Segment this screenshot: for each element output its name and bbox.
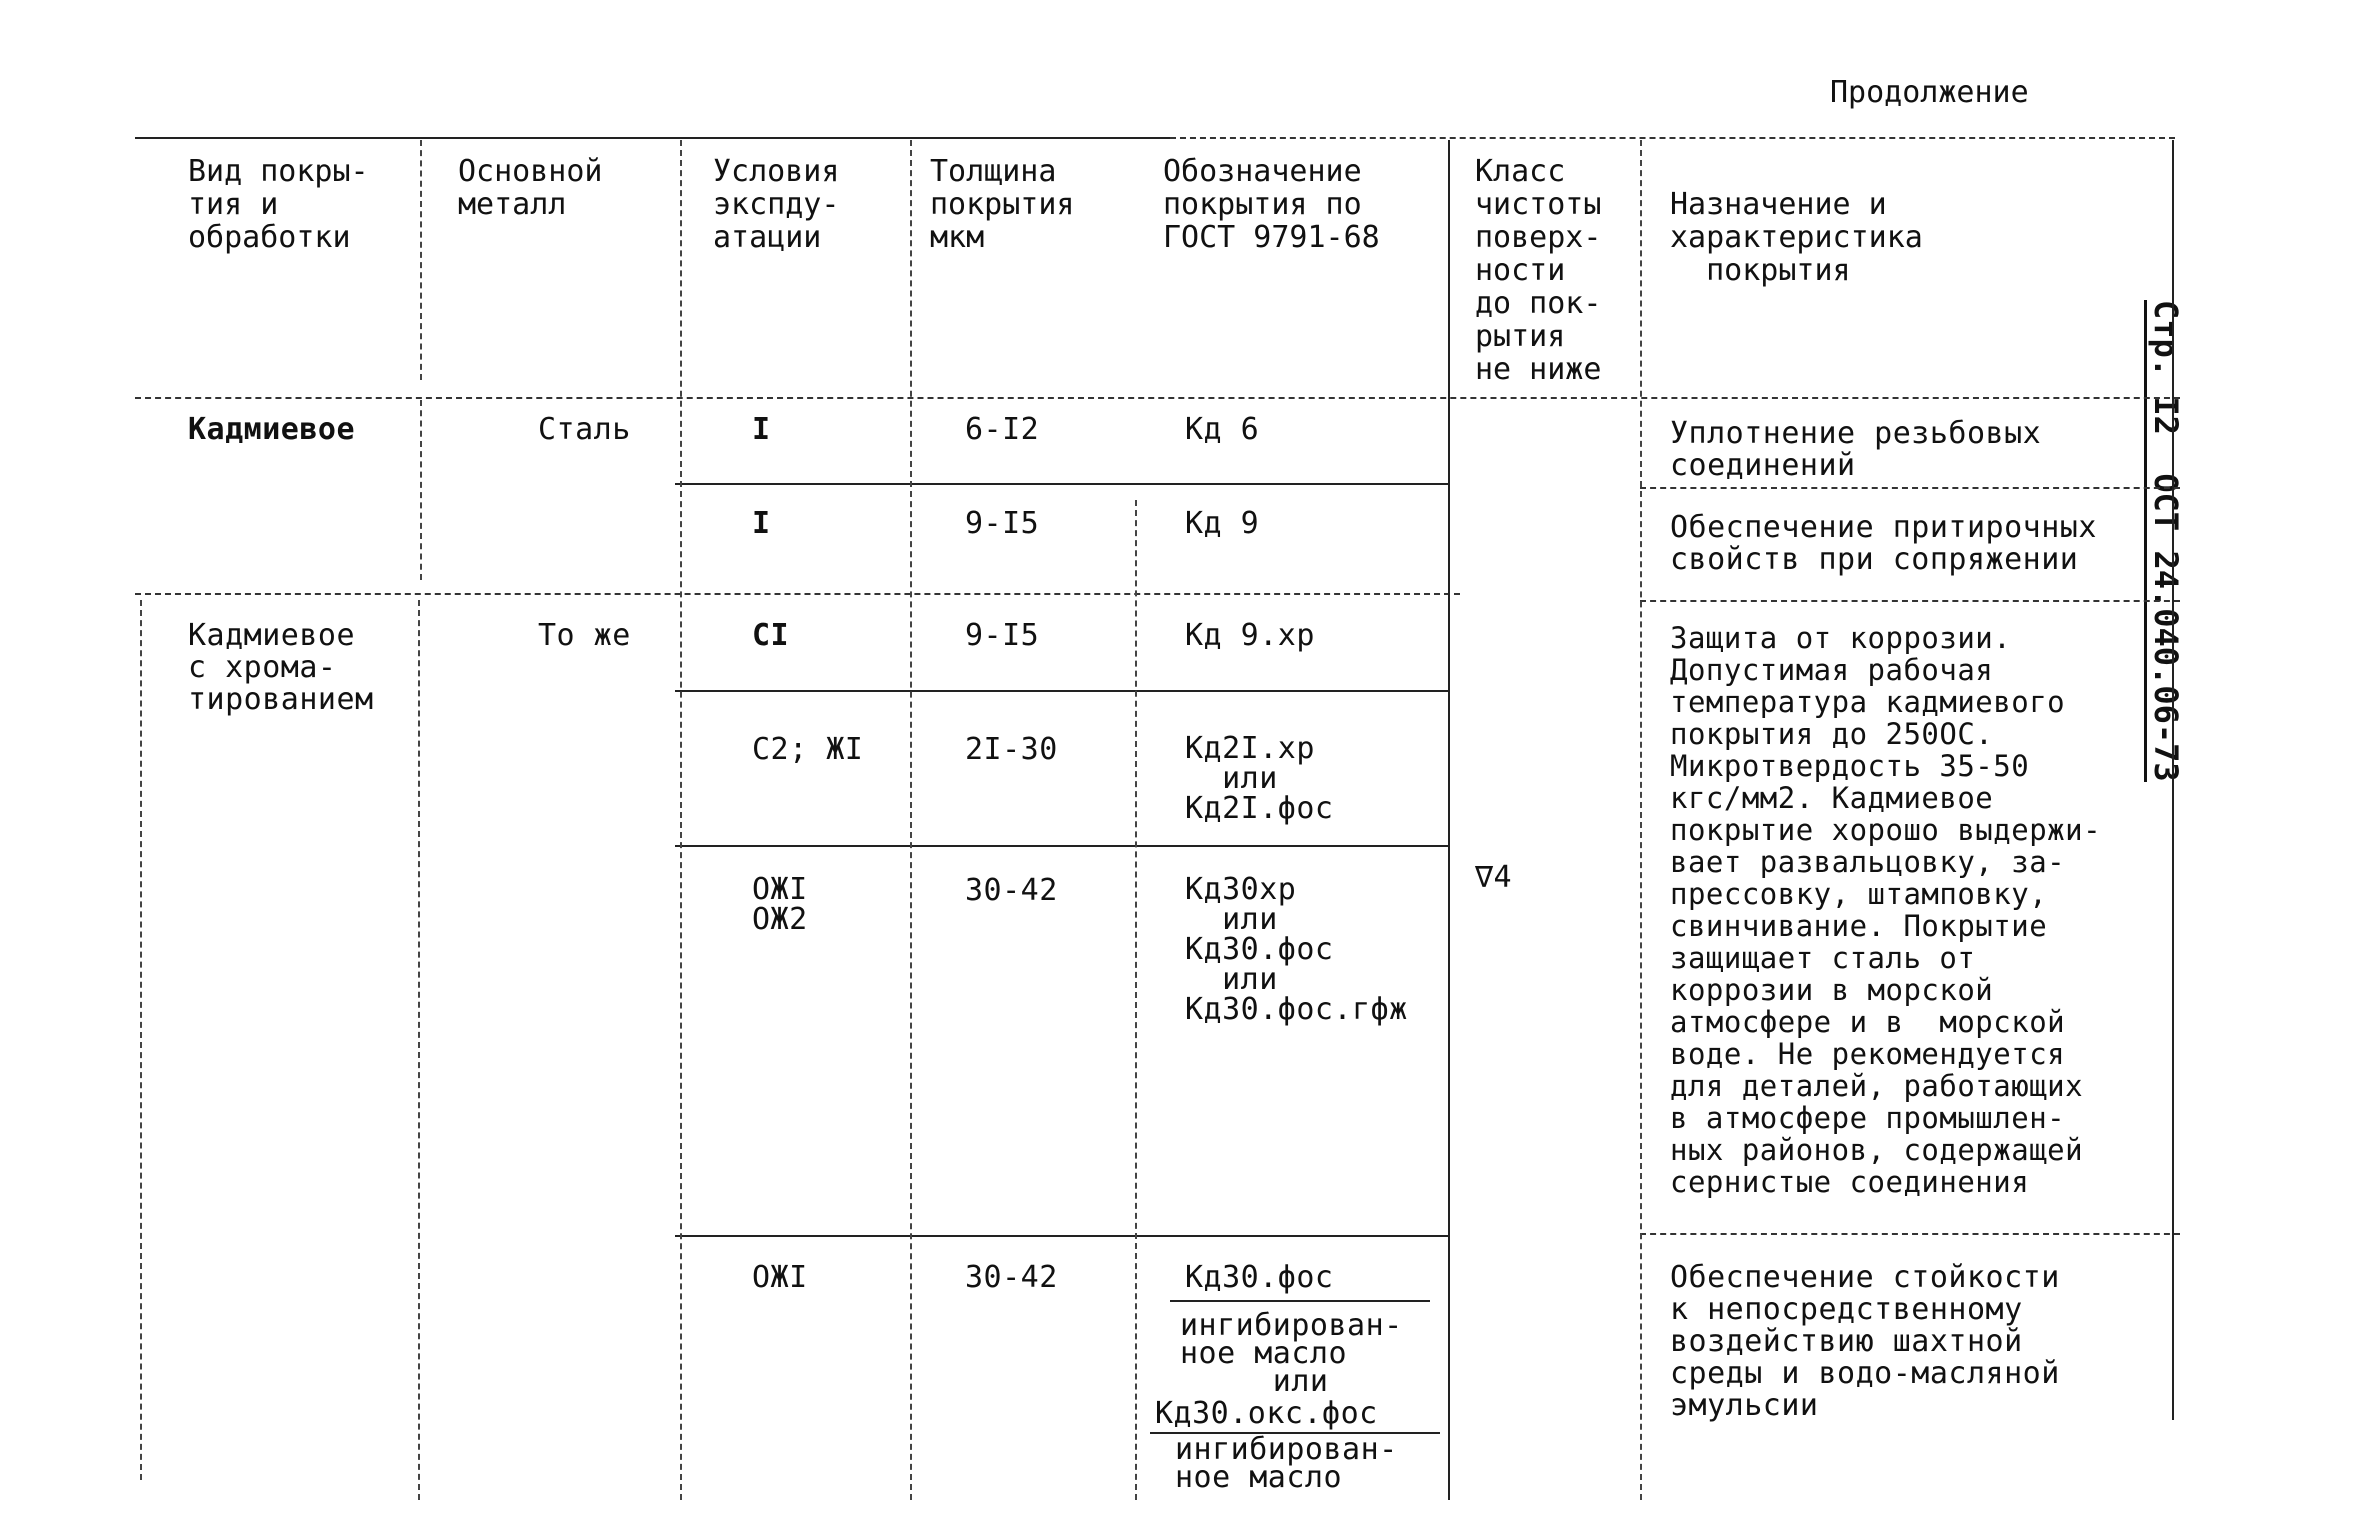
row1-coating-type: Кадмиевое <box>188 412 356 447</box>
header-coating-thickness: Толщина покрытия мкм <box>930 154 1075 255</box>
row6-conditions: ОЖI <box>752 1260 808 1295</box>
header-coating-designation: Обозначение покрытия по ГОСТ 9791-68 <box>1163 154 1380 255</box>
row5-surface-class: ∇4 <box>1475 860 1513 895</box>
row6-designation-d: ингибирован- ное масло <box>1175 1432 1398 1495</box>
row1-conditions: I <box>752 412 771 447</box>
row1-base-metal: Сталь <box>538 412 631 447</box>
row2-thickness: 9-I5 <box>965 506 1040 541</box>
page-side-label: Стр. I2 ОСТ 24.040.06-73 <box>2144 300 2185 782</box>
row3-purpose: Защита от коррозии. Допустимая рабочая температура кадмиевого покрытия до 250ОС. Микротвердость 35-50 кгс/мм2. Кадмиевое покрытие хорошо выдержи- вает развальцовку, за- прессовку, штамповку, свинчивание. Покрытие защищает сталь от коррозии в морской атмосфере и в морской воде. Не рекомендуется для деталей, работающих в атмосфере промышлен- ных районов, содержащей сернистые соединения <box>1670 621 2102 1199</box>
row1-thickness: 6-I2 <box>965 412 1040 447</box>
row6-designation-c: Кд30.окс.фос <box>1155 1396 1378 1431</box>
row6-designation-b: ингибирован- ное масло или <box>1180 1308 1403 1399</box>
row3-thickness: 9-I5 <box>965 618 1040 653</box>
row2-designation: Кд 9 <box>1185 506 1260 541</box>
continuation-label: Продолжение <box>1830 75 2029 110</box>
header-operating-conditions: Условия экспду- атации <box>713 154 840 255</box>
row4-thickness: 2I-30 <box>965 732 1058 767</box>
row6-thickness: 30-42 <box>965 1260 1058 1295</box>
row2-conditions: I <box>752 506 771 541</box>
row5-thickness: 30-42 <box>965 873 1058 908</box>
row4-conditions: C2; ЖI <box>752 732 864 767</box>
row1-designation: Кд 6 <box>1185 412 1260 447</box>
row6-designation-a: Кд30.фос <box>1185 1260 1334 1295</box>
row5-conditions: ОЖI ОЖ2 <box>752 872 808 937</box>
header-coating-type: Вид покры- тия и обработки <box>188 154 369 255</box>
row3-base-metal: То же <box>538 618 631 653</box>
row3-conditions: CI <box>752 618 790 653</box>
row6-purpose: Обеспечение стойкости к непосредственному воздействию шахтной среды и водо-масляной эмульсии <box>1670 1260 2060 1423</box>
row1-purpose: Уплотнение резьбовых соединений <box>1670 416 2042 483</box>
row5-designation: Кд30хр или Кд30.фос или Кд30.фос.гфж <box>1185 872 1408 1027</box>
row4-designation: Кд2I.хр или Кд2I.фос <box>1185 731 1334 826</box>
header-base-metal: Основной металл <box>458 154 603 222</box>
row2-purpose: Обеспечение притирочных свойств при сопряжении <box>1670 510 2097 577</box>
row3-designation: Кд 9.хр <box>1185 618 1315 653</box>
header-surface-class: Класс чистоты поверх- ности до пок- рытия не ниже <box>1475 154 1602 387</box>
header-purpose: Назначение и характеристика покрытия <box>1670 187 1923 288</box>
row3-coating-type: Кадмиевое с хрома- тированием <box>188 618 374 717</box>
